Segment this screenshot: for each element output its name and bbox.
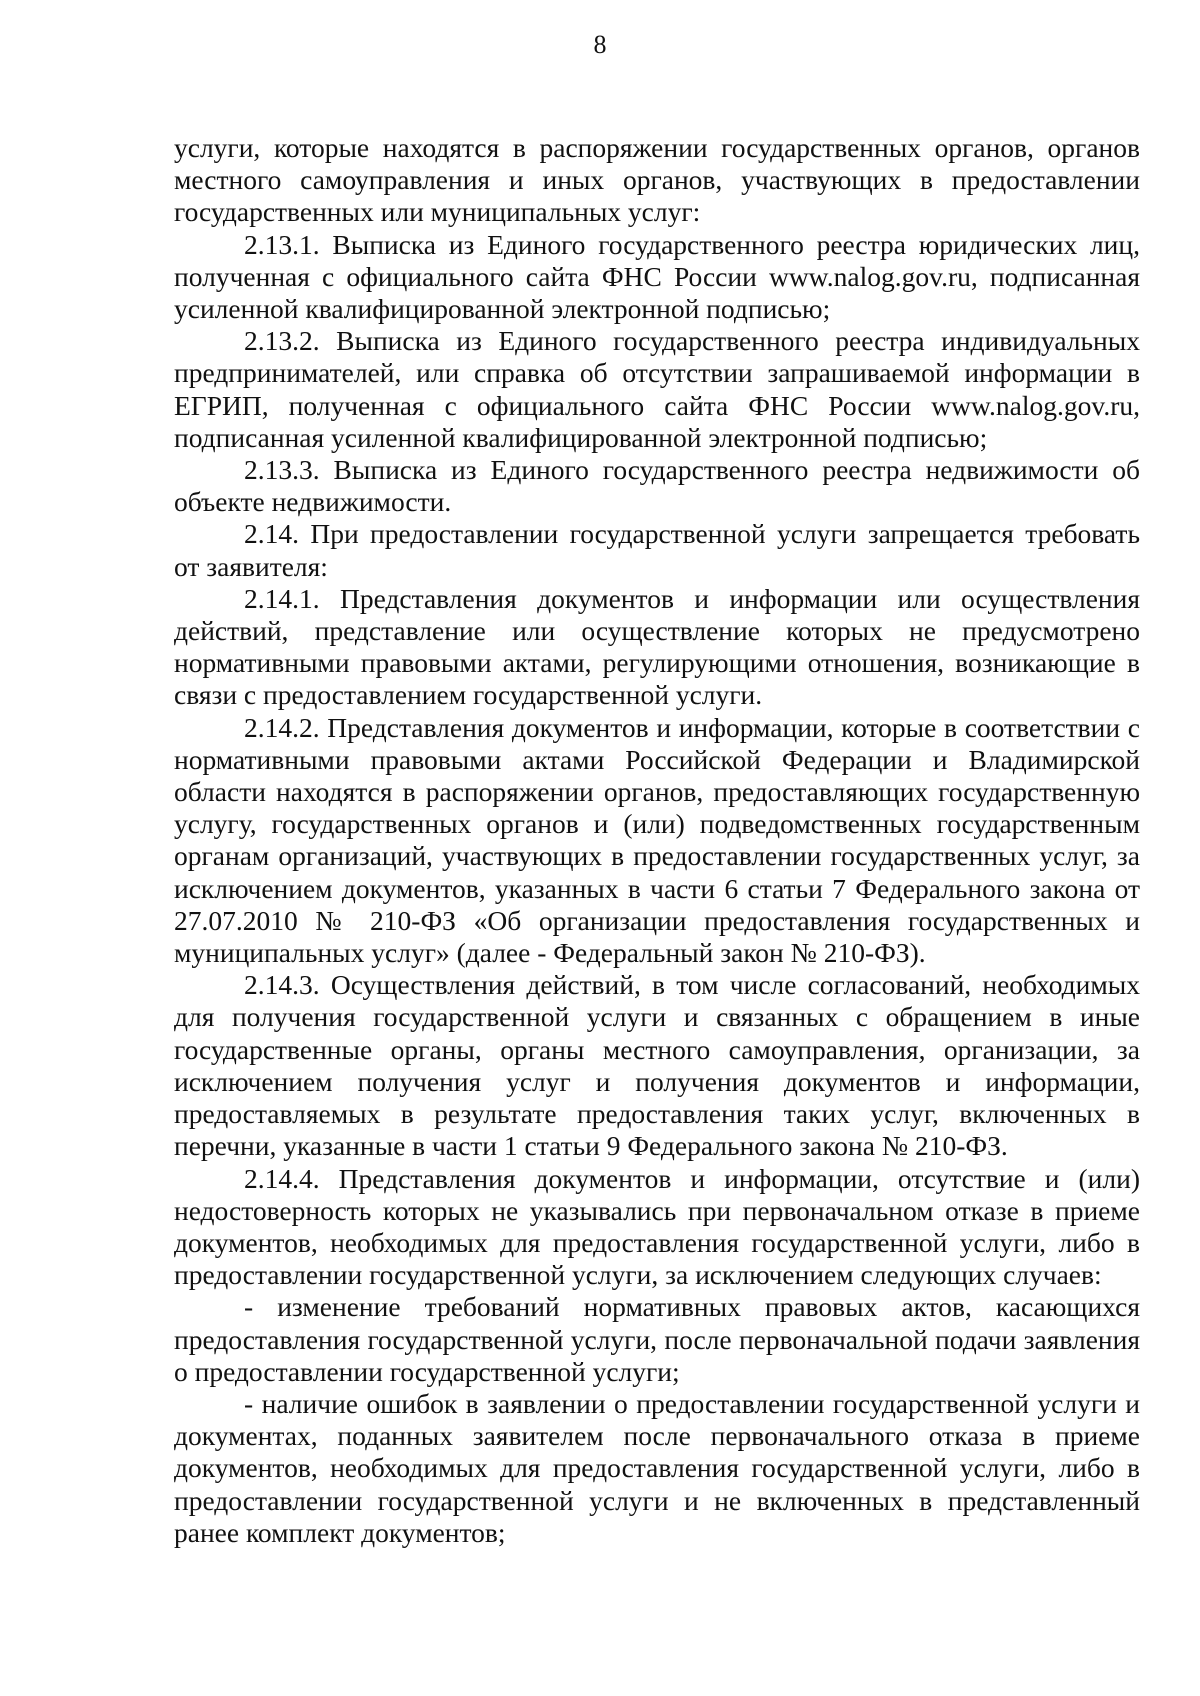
paragraph-continuation: услуги, которые находятся в распоряжении государственных органов, органов местного самоуправления и иных органов, участвующих в предоставлении государственных или муниципальных услуг: bbox=[174, 132, 1140, 228]
paragraph-2-14-2: 2.14.2. Представления документов и информации, которые в соответствии с нормативными правовыми актами Российской Федерации и Владимирской области находятся в распоряжении органов, предоставляющих государственную услугу, государственных органов и (или) подведомственных государственным органам организаций, участвующих в предоставлении государственных услуг, за исключением документов, указанных в части 6 статьи 7 Федерального закона от 27.07.2010 № 210-ФЗ «Об организации предоставления государственных и муниципальных услуг» (далее - Федеральный закон № 210-ФЗ). bbox=[174, 711, 1140, 969]
paragraph-2-14: 2.14. При предоставлении государственной услуги запрещается требовать от заявителя: bbox=[174, 518, 1140, 582]
paragraph-2-13-2: 2.13.2. Выписка из Единого государственного реестра индивидуальных предпринимателей, или справка об отсутствии запрашиваемой информации в ЕГРИП, полученная с официального сайта ФНС России www.nalog.gov.ru, подписанная усиленной квалифицированной электронной подписью; bbox=[174, 325, 1140, 453]
page-number: 8 bbox=[593, 30, 607, 59]
list-item-requirements-change: - изменение требований нормативных правовых актов, касающихся предоставления государственной услуги, после первоначальной подачи заявления о предоставлении государственной услуги; bbox=[174, 1291, 1140, 1387]
paragraph-2-14-3: 2.14.3. Осуществления действий, в том числе согласований, необходимых для получения государственной услуги и связанных с обращением в иные государственные органы, органы местного самоуправления, организации, за исключением получения услуг и получения документов и информации, предоставляемых в результате предоставления таких услуг, включенных в перечни, указанные в части 1 статьи 9 Федерального закона № 210-ФЗ. bbox=[174, 969, 1140, 1162]
paragraph-2-14-1: 2.14.1. Представления документов и информации или осуществления действий, представление или осуществление которых не предусмотрено нормативными правовыми актами, регулирующими отношения, возникающие в связи с предоставлением государственной услуги. bbox=[174, 582, 1140, 711]
list-item-errors-in-application: - наличие ошибок в заявлении о предоставлении государственной услуги и документах, поданных заявителем после первоначального отказа в приеме документов, необходимых для предоставления государственной услуги, либо в предоставлении государственной услуги и не включенных в представленный ранее комплект документов; bbox=[174, 1387, 1140, 1548]
paragraph-2-14-4: 2.14.4. Представления документов и информации, отсутствие и (или) недостоверность которых не указывались при первоначальном отказе в приеме документов, необходимых для предоставления государственной услуги, либо в предоставлении государственной услуги, за исключением следующих случаев: bbox=[174, 1162, 1140, 1291]
paragraph-2-13-3: 2.13.3. Выписка из Единого государственного реестра недвижимости об объекте недвижимости. bbox=[174, 454, 1140, 518]
paragraph-2-13-1: 2.13.1. Выписка из Единого государственного реестра юридических лиц, полученная с официального сайта ФНС России www.nalog.gov.ru, подписанная усиленной квалифицированной электронной подписью; bbox=[174, 228, 1140, 325]
document-body bbox=[174, 132, 1140, 1549]
